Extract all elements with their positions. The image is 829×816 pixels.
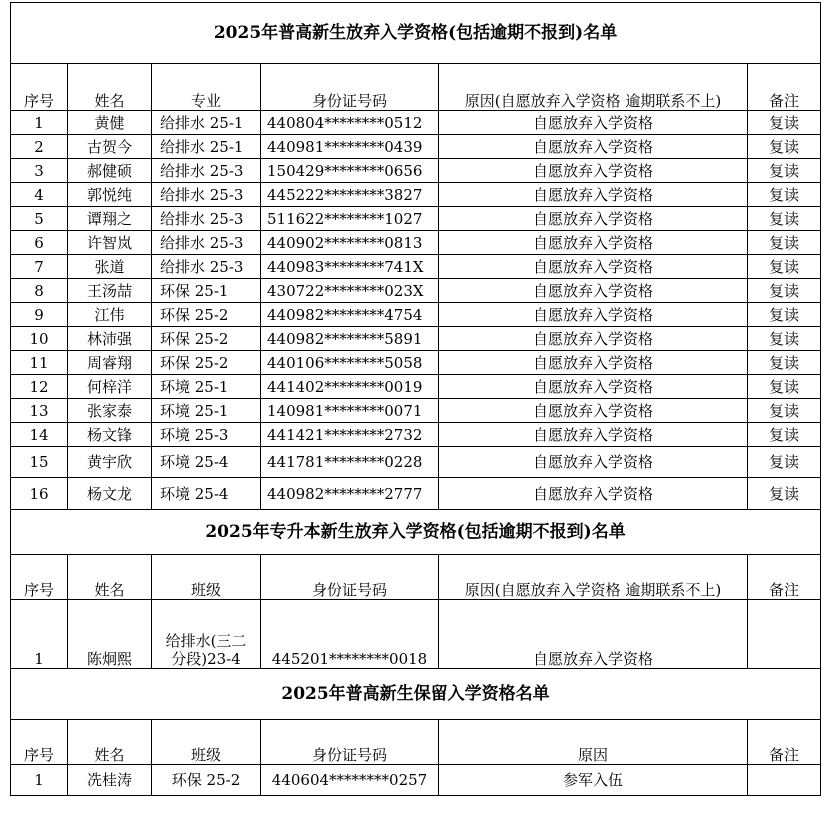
cell-reason: 自愿放弃入学资格 bbox=[439, 231, 748, 255]
cell-reason: 自愿放弃入学资格 bbox=[439, 111, 748, 135]
cell-name: 林沛强 bbox=[68, 327, 152, 351]
cell-reason: 自愿放弃入学资格 bbox=[439, 327, 748, 351]
cell-name: 郝健硕 bbox=[68, 159, 152, 183]
cell-index: 8 bbox=[11, 279, 68, 303]
cell-major: 环保 25-1 bbox=[152, 279, 261, 303]
table1-title: 2025年普高新生放弃入学资格(包括逾期不报到)名单 bbox=[11, 3, 821, 64]
cell-index: 9 bbox=[11, 303, 68, 327]
cell-reason: 自愿放弃入学资格 bbox=[439, 399, 748, 423]
cell-id: 511622********1027 bbox=[261, 207, 439, 231]
cell-class: 环保 25-2 bbox=[152, 765, 261, 796]
header-cell: 专业 bbox=[152, 64, 261, 111]
cell-major: 环境 25-4 bbox=[152, 447, 261, 478]
cell-note: 复读 bbox=[748, 159, 821, 183]
cell-major: 给排水 25-3 bbox=[152, 159, 261, 183]
cell-index: 13 bbox=[11, 399, 68, 423]
cell-reason: 自愿放弃入学资格 bbox=[439, 478, 748, 510]
cell-index: 1 bbox=[11, 111, 68, 135]
table-row bbox=[11, 303, 821, 327]
table-row bbox=[11, 375, 821, 399]
cell-reason: 自愿放弃入学资格 bbox=[439, 159, 748, 183]
table1-header-row bbox=[11, 64, 821, 111]
cell-name: 何梓洋 bbox=[68, 375, 152, 399]
cell-reason: 自愿放弃入学资格 bbox=[439, 351, 748, 375]
table2-header-row bbox=[11, 555, 821, 600]
cell-id: 440983********741X bbox=[261, 255, 439, 279]
cell-index: 1 bbox=[11, 600, 68, 669]
cell-id: 441402********0019 bbox=[261, 375, 439, 399]
cell-id: 440982********5891 bbox=[261, 327, 439, 351]
header-cell: 序号 bbox=[11, 720, 68, 765]
cell-note bbox=[748, 600, 821, 669]
cell-reason: 自愿放弃入学资格 bbox=[439, 375, 748, 399]
cell-note: 复读 bbox=[748, 351, 821, 375]
cell-name: 许智岚 bbox=[68, 231, 152, 255]
table1-body bbox=[11, 111, 821, 510]
cell-name: 黄健 bbox=[68, 111, 152, 135]
table-row bbox=[11, 478, 821, 510]
table-row bbox=[11, 231, 821, 255]
document-sheet bbox=[10, 2, 820, 796]
header-cell: 姓名 bbox=[68, 720, 152, 765]
cell-major: 给排水 25-3 bbox=[152, 255, 261, 279]
cell-note: 复读 bbox=[748, 231, 821, 255]
header-cell: 班级 bbox=[152, 555, 261, 600]
header-cell: 姓名 bbox=[68, 64, 152, 111]
cell-note: 复读 bbox=[748, 255, 821, 279]
cell-name: 郭悦纯 bbox=[68, 183, 152, 207]
cell-name: 杨文锋 bbox=[68, 423, 152, 447]
table-row bbox=[11, 135, 821, 159]
cell-id: 440981********0439 bbox=[261, 135, 439, 159]
cell-major: 环境 25-1 bbox=[152, 375, 261, 399]
cell-index: 15 bbox=[11, 447, 68, 478]
enrollment-tables bbox=[10, 2, 821, 796]
cell-major: 环保 25-2 bbox=[152, 327, 261, 351]
cell-index: 6 bbox=[11, 231, 68, 255]
header-cell: 原因(自愿放弃入学资格 逾期联系不上) bbox=[439, 64, 748, 111]
cell-note: 复读 bbox=[748, 478, 821, 510]
table-row bbox=[11, 279, 821, 303]
cell-index: 12 bbox=[11, 375, 68, 399]
cell-id: 440604********0257 bbox=[261, 765, 439, 796]
cell-index: 10 bbox=[11, 327, 68, 351]
cell-note bbox=[748, 765, 821, 796]
cell-index: 11 bbox=[11, 351, 68, 375]
cell-name: 谭翔之 bbox=[68, 207, 152, 231]
cell-id: 440982********2777 bbox=[261, 478, 439, 510]
cell-major: 给排水 25-3 bbox=[152, 183, 261, 207]
cell-note: 复读 bbox=[748, 303, 821, 327]
cell-note: 复读 bbox=[748, 279, 821, 303]
cell-reason: 参军入伍 bbox=[439, 765, 748, 796]
table-row bbox=[11, 111, 821, 135]
cell-reason: 自愿放弃入学资格 bbox=[439, 255, 748, 279]
table-row bbox=[11, 183, 821, 207]
header-cell: 身份证号码 bbox=[261, 720, 439, 765]
cell-index: 14 bbox=[11, 423, 68, 447]
cell-note: 复读 bbox=[748, 207, 821, 231]
cell-class: 给排水(三二分段)23-4 bbox=[152, 600, 261, 669]
cell-name: 黄宇欣 bbox=[68, 447, 152, 478]
cell-id: 150429********0656 bbox=[261, 159, 439, 183]
header-cell: 备注 bbox=[748, 64, 821, 111]
cell-name: 张家泰 bbox=[68, 399, 152, 423]
cell-id: 140981********0071 bbox=[261, 399, 439, 423]
cell-major: 给排水 25-3 bbox=[152, 231, 261, 255]
table-row bbox=[11, 600, 821, 669]
cell-reason: 自愿放弃入学资格 bbox=[439, 303, 748, 327]
header-cell: 身份证号码 bbox=[261, 64, 439, 111]
cell-note: 复读 bbox=[748, 399, 821, 423]
cell-major: 给排水 25-3 bbox=[152, 207, 261, 231]
cell-name: 古贺今 bbox=[68, 135, 152, 159]
table3-header-row bbox=[11, 720, 821, 765]
header-cell: 备注 bbox=[748, 720, 821, 765]
table2-title: 2025年专升本新生放弃入学资格(包括逾期不报到)名单 bbox=[11, 510, 821, 555]
cell-note: 复读 bbox=[748, 111, 821, 135]
cell-note: 复读 bbox=[748, 183, 821, 207]
table-row bbox=[11, 207, 821, 231]
header-cell: 姓名 bbox=[68, 555, 152, 600]
cell-major: 环保 25-2 bbox=[152, 351, 261, 375]
cell-reason: 自愿放弃入学资格 bbox=[439, 447, 748, 478]
cell-reason: 自愿放弃入学资格 bbox=[439, 423, 748, 447]
cell-major: 给排水 25-1 bbox=[152, 111, 261, 135]
table-row bbox=[11, 399, 821, 423]
cell-index: 16 bbox=[11, 478, 68, 510]
table3-title: 2025年普高新生保留入学资格名单 bbox=[11, 669, 821, 720]
cell-name: 江伟 bbox=[68, 303, 152, 327]
cell-id: 445201********0018 bbox=[261, 600, 439, 669]
cell-id: 440982********4754 bbox=[261, 303, 439, 327]
header-cell: 原因 bbox=[439, 720, 748, 765]
cell-id: 441421********2732 bbox=[261, 423, 439, 447]
cell-name: 陈炯熙 bbox=[68, 600, 152, 669]
cell-reason: 自愿放弃入学资格 bbox=[439, 600, 748, 669]
table-row bbox=[11, 447, 821, 478]
cell-id: 430722********023X bbox=[261, 279, 439, 303]
cell-index: 3 bbox=[11, 159, 68, 183]
table-row bbox=[11, 351, 821, 375]
cell-id: 440804********0512 bbox=[261, 111, 439, 135]
cell-index: 7 bbox=[11, 255, 68, 279]
cell-reason: 自愿放弃入学资格 bbox=[439, 279, 748, 303]
cell-index: 2 bbox=[11, 135, 68, 159]
header-cell: 班级 bbox=[152, 720, 261, 765]
cell-note: 复读 bbox=[748, 327, 821, 351]
cell-id: 440902********0813 bbox=[261, 231, 439, 255]
cell-id: 445222********3827 bbox=[261, 183, 439, 207]
cell-index: 4 bbox=[11, 183, 68, 207]
table-row bbox=[11, 765, 821, 796]
cell-major: 环境 25-4 bbox=[152, 478, 261, 510]
header-cell: 原因(自愿放弃入学资格 逾期联系不上) bbox=[439, 555, 748, 600]
table-row bbox=[11, 159, 821, 183]
table-row bbox=[11, 255, 821, 279]
cell-major: 环境 25-1 bbox=[152, 399, 261, 423]
header-cell: 备注 bbox=[748, 555, 821, 600]
cell-reason: 自愿放弃入学资格 bbox=[439, 183, 748, 207]
cell-name: 周睿翔 bbox=[68, 351, 152, 375]
header-cell: 序号 bbox=[11, 64, 68, 111]
cell-note: 复读 bbox=[748, 375, 821, 399]
cell-reason: 自愿放弃入学资格 bbox=[439, 135, 748, 159]
cell-note: 复读 bbox=[748, 135, 821, 159]
cell-id: 441781********0228 bbox=[261, 447, 439, 478]
cell-major: 环保 25-2 bbox=[152, 303, 261, 327]
cell-reason: 自愿放弃入学资格 bbox=[439, 207, 748, 231]
header-cell: 序号 bbox=[11, 555, 68, 600]
cell-note: 复读 bbox=[748, 447, 821, 478]
cell-name: 王汤喆 bbox=[68, 279, 152, 303]
cell-name: 杨文龙 bbox=[68, 478, 152, 510]
cell-name: 张道 bbox=[68, 255, 152, 279]
cell-id: 440106********5058 bbox=[261, 351, 439, 375]
table-row bbox=[11, 423, 821, 447]
cell-index: 5 bbox=[11, 207, 68, 231]
cell-note: 复读 bbox=[748, 423, 821, 447]
cell-major: 给排水 25-1 bbox=[152, 135, 261, 159]
cell-name: 冼桂涛 bbox=[68, 765, 152, 796]
cell-index: 1 bbox=[11, 765, 68, 796]
cell-major: 环境 25-3 bbox=[152, 423, 261, 447]
table-row bbox=[11, 327, 821, 351]
header-cell: 身份证号码 bbox=[261, 555, 439, 600]
